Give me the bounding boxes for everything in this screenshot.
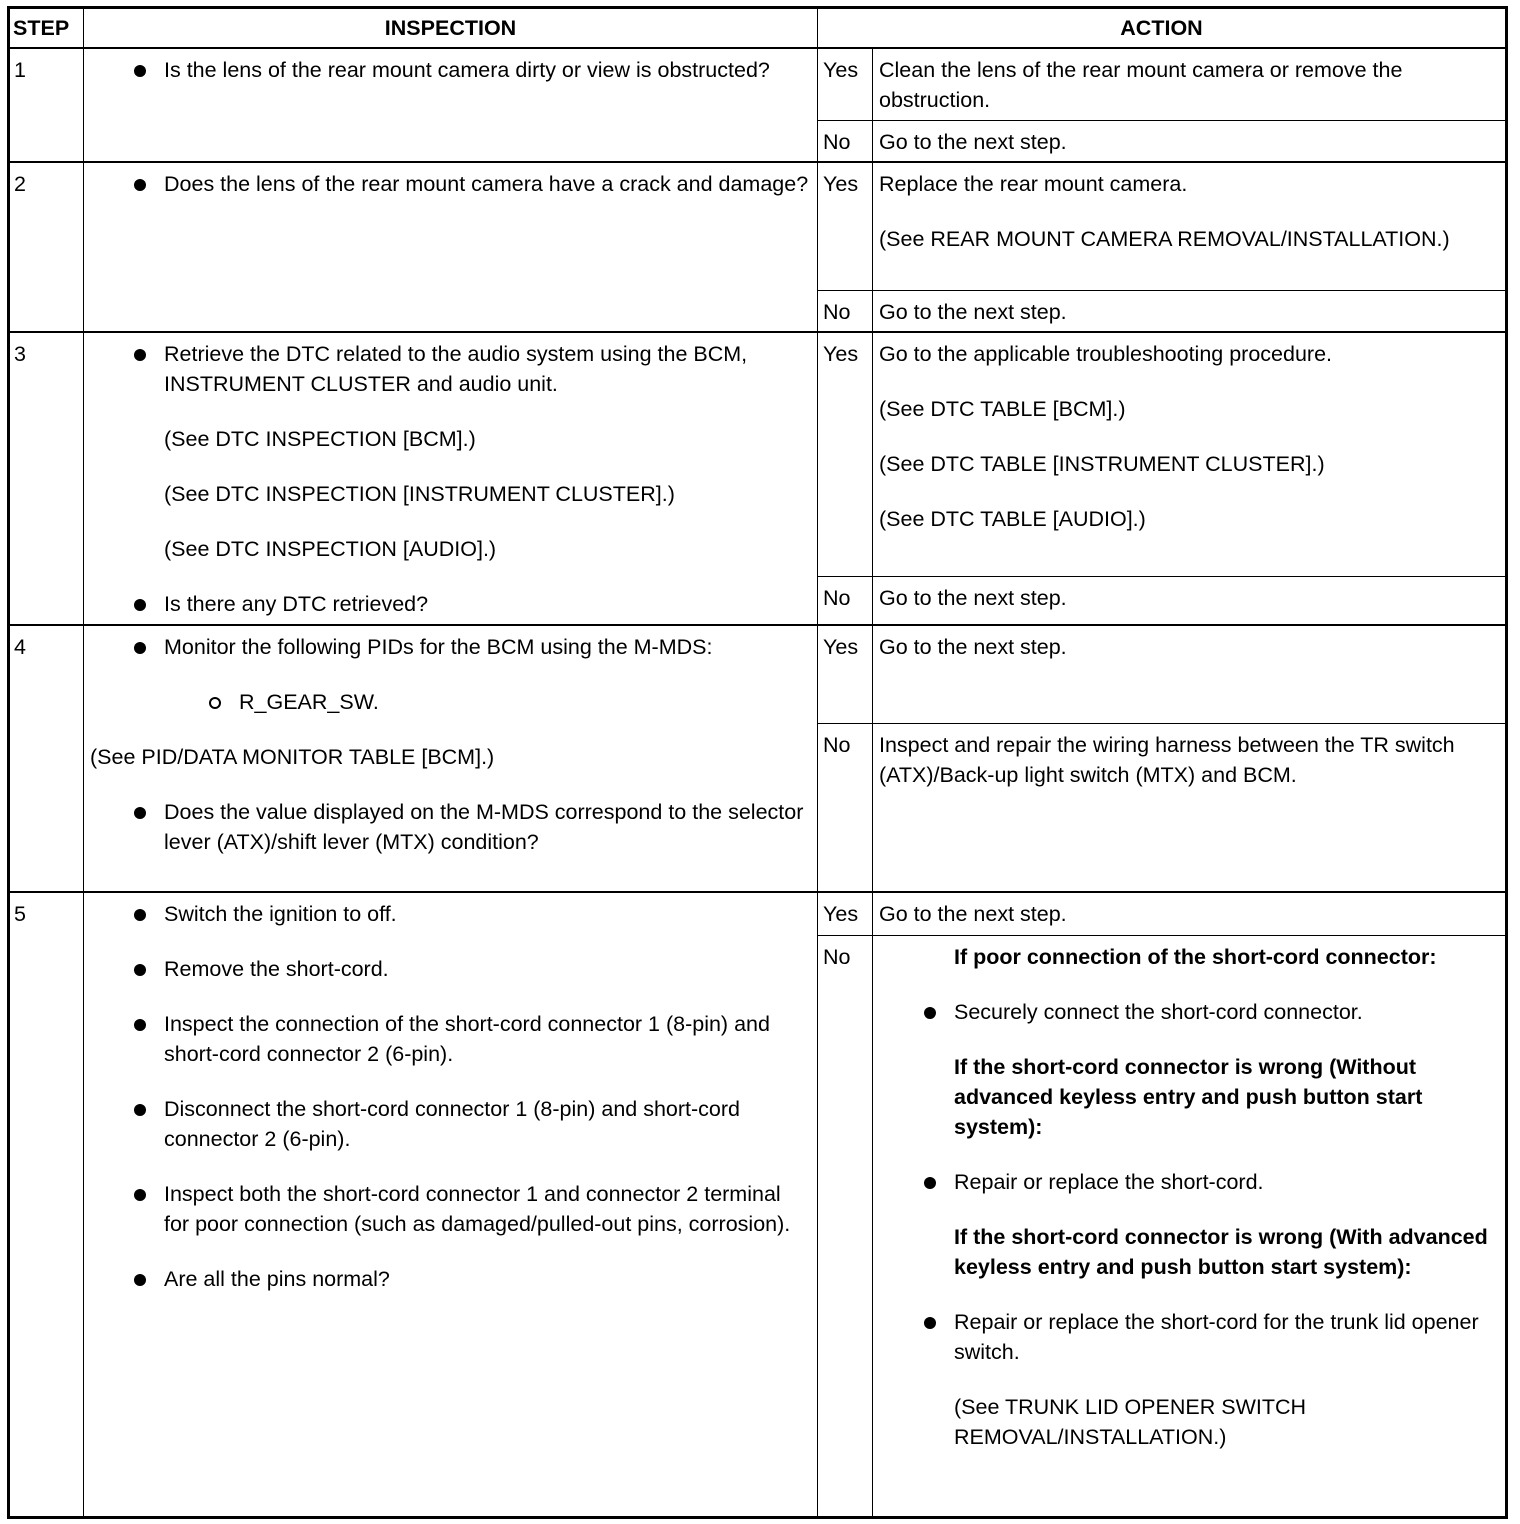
no-label: No — [818, 290, 873, 332]
yes-label: Yes — [818, 48, 873, 120]
paragraph: (See DTC TABLE [AUDIO].) — [879, 507, 1146, 531]
bullet-item: Disconnect the short-cord connector 1 (8-pin) and short-cord connector 2 (6-pin). — [164, 1094, 809, 1154]
yes-action-cell — [873, 48, 1507, 120]
inspection-cell — [84, 162, 818, 332]
step-number: 3 — [9, 332, 84, 625]
paragraph: (See DTC TABLE [INSTRUMENT CLUSTER].) — [879, 452, 1325, 476]
paragraph: Go to the next step. — [879, 585, 1067, 610]
no-label: No — [818, 723, 873, 892]
yes-action-cell — [873, 332, 1507, 576]
bullet-item: Does the value displayed on the M-MDS correspond to the selector lever (ATX)/shift lever (MTX) condition? — [164, 797, 809, 857]
bullet-item: Is there any DTC retrieved? — [164, 589, 809, 619]
paragraph: (See PID/DATA MONITOR TABLE [BCM].) — [90, 745, 495, 769]
step-row-yes — [9, 892, 1507, 935]
step-number: 5 — [9, 892, 84, 1517]
no-action-cell — [873, 120, 1507, 162]
header-action: ACTION — [818, 8, 1507, 49]
paragraph: (See TRUNK LID OPENER SWITCH REMOVAL/INSTALLATION.) — [954, 1394, 1307, 1449]
yes-action-cell — [873, 892, 1507, 935]
paragraph: If poor connection of the short-cord connector: — [954, 944, 1437, 969]
bullet-item: Does the lens of the rear mount camera have a crack and damage? — [164, 169, 809, 199]
paragraph: If the short-cord connector is wrong (With advanced keyless entry and push button start system): — [954, 1224, 1488, 1279]
step-number: 2 — [9, 162, 84, 332]
paragraph: Go to the next step. — [879, 129, 1067, 154]
bullet-item: Inspect both the short-cord connector 1 and connector 2 terminal for poor connection (such as damaged/pulled-out pins, corrosion). — [164, 1179, 809, 1239]
paragraph: Go to the applicable troubleshooting procedure. — [879, 342, 1333, 366]
yes-label: Yes — [818, 332, 873, 576]
step-number: 4 — [9, 625, 84, 892]
bullet-item: Switch the ignition to off. — [164, 899, 809, 929]
paragraph: (See REAR MOUNT CAMERA REMOVAL/INSTALLATION.) — [879, 227, 1450, 251]
paragraph: Replace the rear mount camera. — [879, 172, 1188, 196]
paragraph: (See DTC INSPECTION [AUDIO].) — [164, 537, 497, 561]
bullet-item: Repair or replace the short-cord for the trunk lid opener switch. — [954, 1307, 1497, 1367]
paragraph: (See DTC INSPECTION [BCM].) — [164, 427, 476, 451]
inspection-cell — [84, 892, 818, 1517]
bullet-item: Remove the short-cord. — [164, 954, 809, 984]
step-row-yes — [9, 332, 1507, 576]
inspection-cell — [84, 48, 818, 162]
yes-label: Yes — [818, 625, 873, 723]
paragraph: Inspect and repair the wiring harness between the TR switch (ATX)/Back-up light switch (MTX) and BCM. — [879, 732, 1455, 787]
inspection-cell — [84, 332, 818, 625]
no-action-cell — [873, 576, 1507, 625]
bullet-item: Are all the pins normal? — [164, 1264, 809, 1294]
yes-label: Yes — [818, 892, 873, 935]
paragraph: Go to the next step. — [879, 635, 1067, 659]
no-action-cell — [873, 723, 1507, 892]
step-row-yes — [9, 625, 1507, 723]
paragraph: (See DTC TABLE [BCM].) — [879, 397, 1126, 421]
no-action-cell — [873, 935, 1507, 1517]
paragraph: Clean the lens of the rear mount camera or remove the obstruction. — [879, 58, 1403, 112]
bullet-item: Retrieve the DTC related to the audio system using the BCM, INSTRUMENT CLUSTER and audio unit. — [164, 339, 809, 399]
bullet-item: Is the lens of the rear mount camera dirty or view is obstructed? — [164, 55, 809, 85]
header-step: STEP — [9, 8, 84, 49]
bullet-item: Inspect the connection of the short-cord connector 1 (8-pin) and short-cord connector 2 (6-pin). — [164, 1009, 809, 1069]
yes-action-cell — [873, 162, 1507, 290]
yes-label: Yes — [818, 162, 873, 290]
header-row — [9, 8, 1507, 49]
no-label: No — [818, 576, 873, 625]
paragraph: If the short-cord connector is wrong (Without advanced keyless entry and push button start system): — [954, 1054, 1423, 1139]
step-number: 1 — [9, 48, 84, 162]
paragraph: (See DTC INSPECTION [INSTRUMENT CLUSTER].) — [164, 482, 675, 506]
inspection-cell — [84, 625, 818, 892]
yes-action-cell — [873, 625, 1507, 723]
bullet-item: Repair or replace the short-cord. — [954, 1167, 1497, 1197]
no-label: No — [818, 935, 873, 1517]
paragraph: Go to the next step. — [879, 299, 1067, 324]
no-label: No — [818, 120, 873, 162]
bullet-item: Monitor the following PIDs for the BCM using the M-MDS: — [164, 632, 809, 662]
troubleshooting-table — [7, 6, 1508, 1519]
step-row-yes — [9, 162, 1507, 290]
no-action-cell — [873, 290, 1507, 332]
step-row-yes — [9, 48, 1507, 120]
header-inspection: INSPECTION — [84, 8, 818, 49]
sub-bullet-item: R_GEAR_SW. — [239, 687, 809, 717]
paragraph: Go to the next step. — [879, 902, 1067, 926]
bullet-item: Securely connect the short-cord connector. — [954, 997, 1497, 1027]
